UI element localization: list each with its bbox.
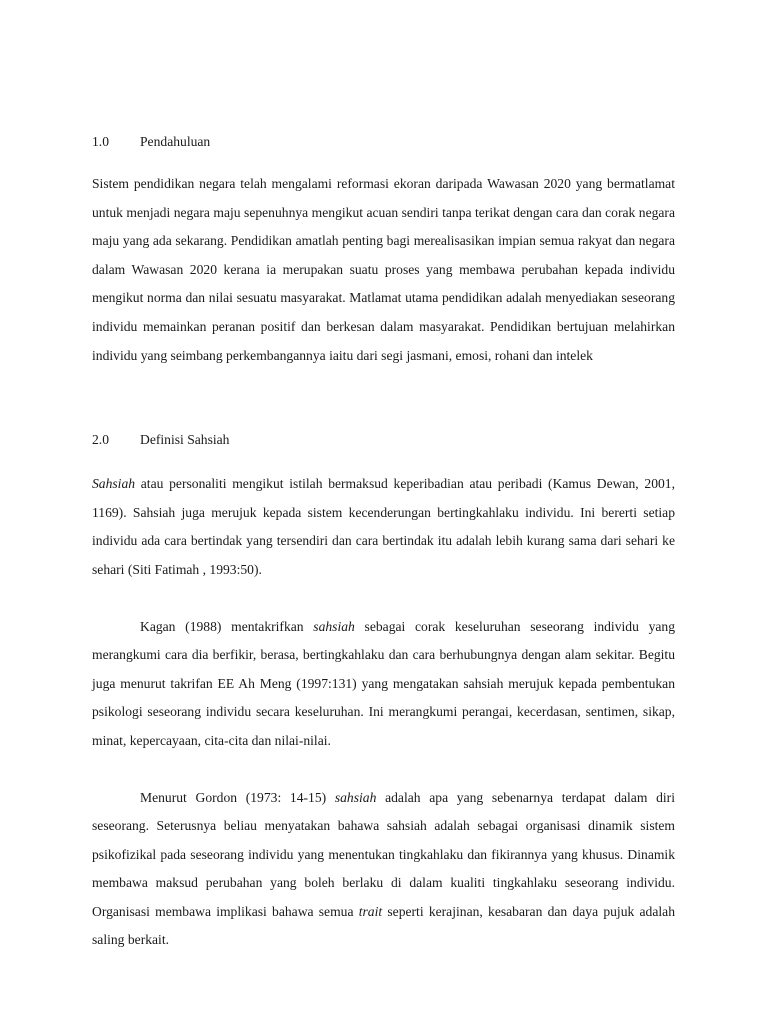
- paragraph-definisi-1: [92, 470, 675, 584]
- section-title: Definisi Sahsiah: [140, 432, 230, 448]
- document-page: [92, 128, 675, 955]
- italic-term: Sahsiah: [92, 476, 136, 492]
- italic-term: sahsiah: [334, 789, 377, 805]
- section-heading-pendahuluan: [92, 128, 675, 156]
- paragraph-pendahuluan: Sistem pendidikan negara telah mengalami reformasi ekoran daripada Wawasan 2020 yang bermatlamat untuk menjadi negara maju sepenuhnya mengikut acuan sendiri tanpa terikat dengan cara dan corak negara maju yang ada sekarang. Pendidikan amatlah penting bagi merealisasikan impian semua rakyat dan negara dalam Wawasan 2020 kerana ia merupakan suatu proses yang membawa perubahan kepada individu mengikut norma dan nilai sesuatu masyarakat. Matlamat utama pendidikan adalah menyediakan seseorang individu memainkan peranan positif dan berkesan dalam masyarakat. Pendidikan bertujuan melahirkan individu yang seimbang perkembangannya iaitu dari segi jasmani, emosi, rohani dan intelek: [92, 176, 675, 363]
- paragraph-text: sebagai corak keseluruhan seseorang individu yang merangkumi cara dia berfikir, berasa, bertingkahlaku dan cara berhubungnya dengan alam sekitar. Begitu juga menurut takrifan EE Ah Meng (1997:131) yang mengatakan sahsiah merujuk kepada pembentukan psikologi seseorang individu secara keseluruhan. Ini merangkumi perangai, kecerdasan, sentimen, sikap, minat, kepercayaan, cita-cita dan nilai-nilai.: [92, 618, 676, 748]
- paragraph-definisi-2: [92, 613, 675, 756]
- paragraph-text: atau personaliti mengikut istilah bermaksud keperibadian atau peribadi (Kamus Dewan, 2001, 1169). Sahsiah juga merujuk kepada sistem kecenderungan bertingkahlaku individu. Ini bererti setiap individu ada cara bertindak yang tersendiri dan cara bertindak itu adalah lebih kurang sama dari sehari ke sehari (Siti Fatimah , 1993:50).: [92, 476, 675, 577]
- section-number: 1.0: [92, 134, 109, 149]
- paragraph-text: Kagan (1988) mentakrifkan: [140, 618, 314, 634]
- section-heading-definisi-sahsiah: [92, 426, 675, 454]
- italic-term: sahsiah: [313, 618, 355, 634]
- section-title: Pendahuluan: [140, 134, 211, 149]
- section-number: 2.0: [92, 432, 109, 448]
- paragraph-text: seperti kerajinan, kesabaran dan daya pujuk adalah saling berkait.: [92, 903, 675, 948]
- paragraph-text: Menurut Gordon (1973: 14-15): [140, 789, 335, 805]
- italic-term: trait: [358, 903, 383, 919]
- paragraph-text: adalah apa yang sebenarnya terdapat dalam diri seseorang. Seterusnya beliau menyatakan bahawa sahsiah adalah sebagai organisasi dinamik sistem psikofizikal pada seseorang individu yang menentukan tingkahlaku dan fikirannya yang khusus. Dinamik membawa maksud perubahan yang boleh berlaku di dalam kualiti tingkahlaku seseorang individu. Organisasi membawa implikasi bahawa semua: [92, 789, 675, 919]
- paragraph-definisi-3: [92, 784, 675, 956]
